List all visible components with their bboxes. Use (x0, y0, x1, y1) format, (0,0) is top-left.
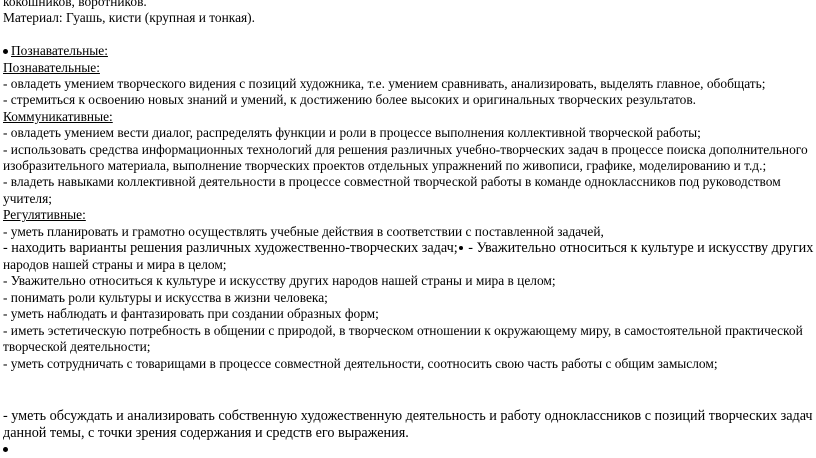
regulatory-item-2 (3, 240, 813, 257)
text-line: кокошников, воротников. (3, 0, 147, 9)
regulatory-item-7: - уметь сотрудничать с товарищами в процессе совместной деятельности, соотносить свою часть работы с общим замыслом; (3, 355, 718, 371)
regulatory-heading: Регулятивные: (3, 207, 86, 223)
blank-line (3, 372, 813, 408)
materials-line: Материал: Гуашь, кисти (крупная и тонкая). (3, 10, 255, 26)
regulatory-item-2b: - Уважительно относиться к культуре и искусству других (464, 240, 814, 257)
final-item: - уметь обсуждать и анализировать собственную художественную деятельность и работу одноклассников с позиций творческих задач данной темы, с точки зрения содержания и средств его выражения. (3, 407, 813, 441)
regulatory-item-1: - уметь планировать и грамотно осуществлять учебные действия в соответствии с поставленной задачей, (3, 223, 604, 239)
heading-text: Познавательные: (11, 43, 108, 59)
cognitive-item-2: - стремиться к освоению новых знаний и умений, к достижению более высоких и оригинальных творческих результатов. (3, 92, 696, 108)
regulatory-item-3: - Уважительно относиться к культуре и искусству других народов нашей страны и мира в целом; (3, 273, 556, 289)
cognitive-bullet-heading (3, 43, 813, 59)
communicative-item-2: - использовать средства информационных технологий для решения различных учебно-творческих задач в процессе поиска дополнительного изобразительного материала, выполнение творческих проектов отдельных упражнений по живописи, графике, моделированию и т.д.; (3, 141, 808, 174)
document-body (3, 0, 813, 458)
regulatory-item-5: - уметь наблюдать и фантазировать при создании образных форм; (3, 306, 379, 322)
blank-line (3, 27, 813, 43)
regulatory-item-6: - иметь эстетическую потребность в общении с природой, в творческом отношении к окружающему миру, в самостоятельной практической творческой деятельности; (3, 322, 803, 355)
regulatory-item-2-continuation: народов нашей страны и мира в целом; (3, 257, 227, 273)
trailing-bullet (3, 442, 813, 458)
bullet-icon (3, 447, 8, 452)
cognitive-heading: Познавательные: (3, 59, 100, 75)
bullet-icon (459, 246, 463, 250)
communicative-heading: Коммуникативные: (3, 108, 113, 124)
regulatory-item-4: - понимать роли культуры и искусства в жизни человека; (3, 289, 328, 305)
communicative-item-1: - овладеть умением вести диалог, распределять функции и роли в процессе выполнения коллективной творческой работы; (3, 125, 701, 141)
regulatory-item-2a: - находить варианты решения различных художественно-творческих задач; (3, 240, 458, 257)
communicative-item-3: - владеть навыками коллективной деятельности в процессе совместной творческой работы в команде одноклассников под руководством учителя; (3, 174, 781, 206)
cognitive-item-1: - овладеть умением творческого видения с позиций художника, т.е. умением сравнивать, анализировать, выделять главное, обобщать; (3, 76, 766, 92)
bullet-icon (3, 49, 8, 54)
